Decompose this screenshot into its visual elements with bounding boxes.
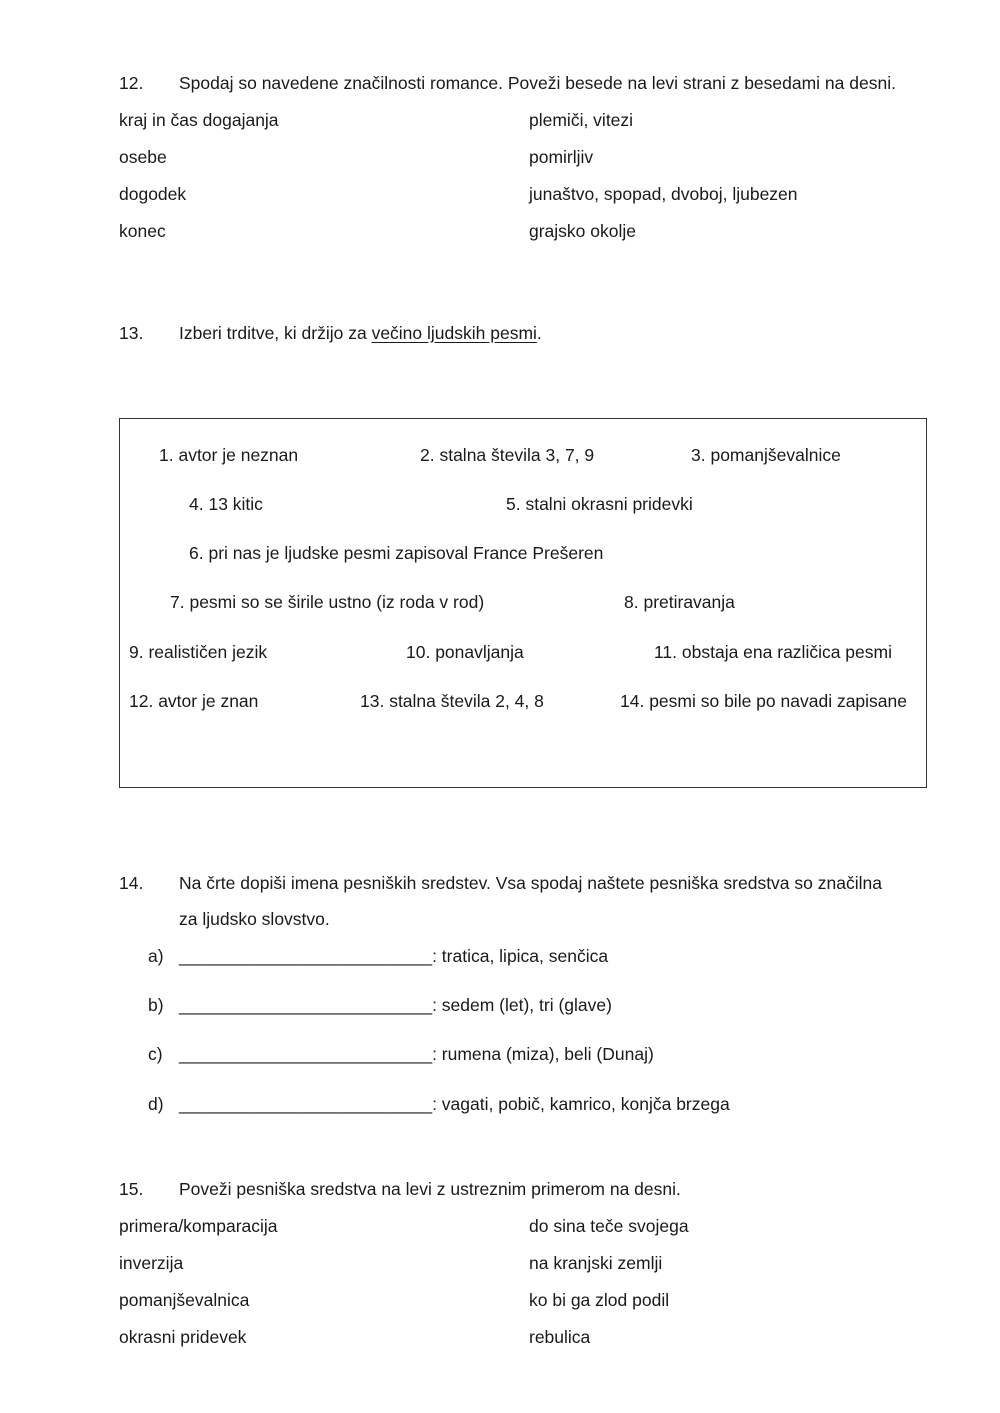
q13-option: 10. ponavljanja bbox=[406, 642, 524, 662]
q14-item-examples: : tratica, lipica, senčica bbox=[432, 946, 609, 966]
q13-underlined-phrase: večino ljudskih pesmi bbox=[371, 323, 537, 343]
q14-answer-blank[interactable]: __________________________ bbox=[179, 995, 433, 1015]
q13-option: 7. pesmi so se širile ustno (iz roda v rod) bbox=[170, 592, 485, 612]
q15-number: 15. bbox=[119, 1179, 144, 1199]
q14-item-label: d) bbox=[148, 1094, 164, 1114]
q13-option: 4. 13 kitic bbox=[189, 494, 263, 514]
q14-item-label: b) bbox=[148, 995, 164, 1015]
q14-item-label: a) bbox=[148, 946, 164, 966]
q15-instruction: Poveži pesniška sredstva na levi z ustreznim primerom na desni. bbox=[179, 1179, 681, 1199]
q12-instruction: Spodaj so navedene značilnosti romance. Poveži besede na levi strani z besedami na desni. bbox=[179, 73, 896, 93]
q13-instruction bbox=[179, 325, 542, 343]
q13-option: 2. stalna števila 3, 7, 9 bbox=[420, 445, 595, 465]
q14-item-label: c) bbox=[148, 1044, 163, 1064]
q13-option: 8. pretiravanja bbox=[624, 592, 735, 612]
q13-option: 5. stalni okrasni pridevki bbox=[506, 494, 693, 514]
q13-option: 11. obstaja ena različica pesmi bbox=[654, 642, 892, 662]
q14-number: 14. bbox=[119, 873, 144, 893]
q14-answer-blank[interactable]: __________________________ bbox=[179, 946, 433, 966]
q13-option: 3. pomanjševalnice bbox=[691, 445, 841, 465]
q15-right-item: rebulica bbox=[529, 1327, 591, 1347]
q15-left-item: primera/komparacija bbox=[119, 1216, 278, 1236]
q14-answer-blank[interactable]: __________________________ bbox=[179, 1044, 433, 1064]
q12-right-item: pomirljiv bbox=[529, 147, 594, 167]
q12-right-item: plemiči, vitezi bbox=[529, 110, 634, 130]
q14-item-examples: : sedem (let), tri (glave) bbox=[432, 995, 612, 1015]
q15-left-item: okrasni pridevek bbox=[119, 1327, 247, 1347]
q12-left-item: konec bbox=[119, 221, 166, 241]
q15-left-item: pomanjševalnica bbox=[119, 1290, 250, 1310]
q13-period: . bbox=[536, 323, 542, 343]
q14-item bbox=[179, 997, 612, 1015]
q15-right-item: do sina teče svojega bbox=[529, 1216, 689, 1236]
q13-option: 1. avtor je neznan bbox=[159, 445, 299, 465]
q13-option: 14. pesmi so bile po navadi zapisane bbox=[620, 691, 907, 711]
q14-item-examples: : vagati, pobič, kamrico, konjča brzega bbox=[432, 1094, 730, 1114]
q15-left-item: inverzija bbox=[119, 1253, 184, 1273]
q13-number: 13. bbox=[119, 323, 144, 343]
q12-left-item: kraj in čas dogajanja bbox=[119, 110, 279, 130]
q14-answer-blank[interactable]: __________________________ bbox=[179, 1094, 433, 1114]
q13-option: 12. avtor je znan bbox=[129, 691, 259, 711]
q12-left-item: dogodek bbox=[119, 184, 187, 204]
q12-left-item: osebe bbox=[119, 147, 167, 167]
q14-instruction-line2: za ljudsko slovstvo. bbox=[179, 909, 330, 929]
q14-instruction-line1: Na črte dopiši imena pesniških sredstev. Vsa spodaj naštete pesniška sredstva so značilna bbox=[179, 873, 882, 893]
q12-right-item: junaštvo, spopad, dvoboj, ljubezen bbox=[529, 184, 798, 204]
q14-item bbox=[179, 1096, 730, 1114]
q14-item bbox=[179, 1046, 654, 1064]
q12-right-item: grajsko okolje bbox=[529, 221, 636, 241]
q15-right-item: ko bi ga zlod podil bbox=[529, 1290, 670, 1310]
q13-option: 9. realističen jezik bbox=[129, 642, 268, 662]
q13-instruction-text: Izberi trditve, ki držijo za bbox=[179, 323, 372, 343]
q13-option: 6. pri nas je ljudske pesmi zapisoval France Prešeren bbox=[189, 543, 604, 563]
q15-right-item: na kranjski zemlji bbox=[529, 1253, 663, 1273]
q13-option: 13. stalna števila 2, 4, 8 bbox=[360, 691, 544, 711]
q14-item-examples: : rumena (miza), beli (Dunaj) bbox=[432, 1044, 654, 1064]
q14-item bbox=[179, 948, 608, 966]
q12-number: 12. bbox=[119, 73, 144, 93]
